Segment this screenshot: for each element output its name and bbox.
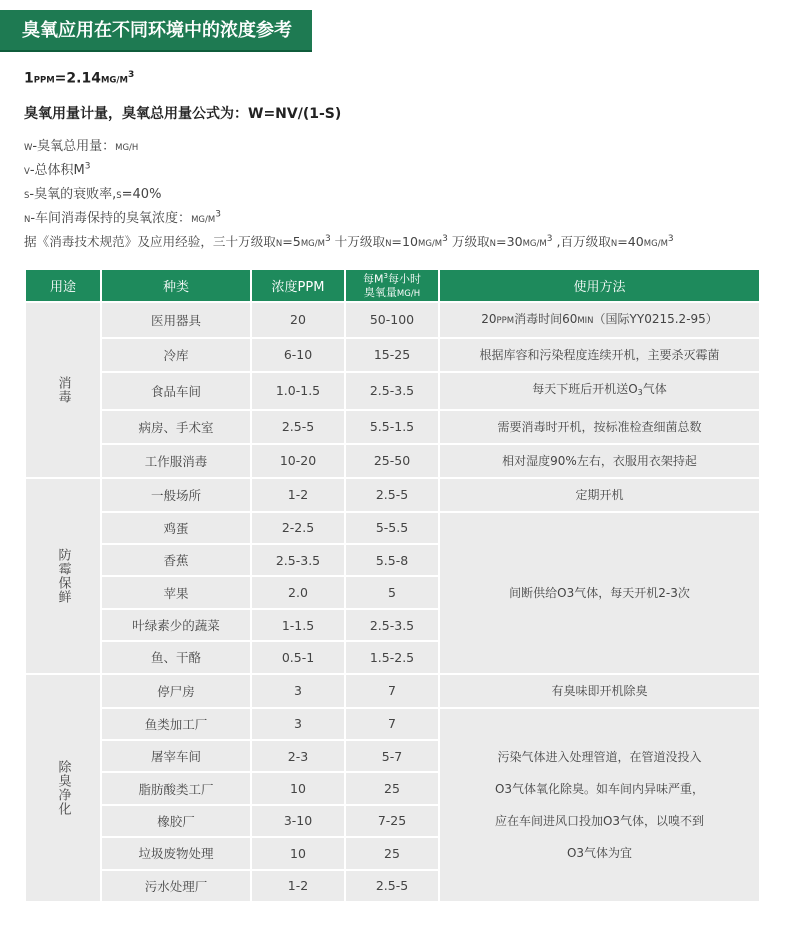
cell-rate: 2.5-5	[346, 479, 438, 511]
cell-type: 污水处理厂	[102, 871, 250, 901]
cell-method: 需要消毒时开机，按标准检查细菌总数	[440, 411, 759, 443]
group-preserve: 防霉保鲜	[26, 479, 100, 673]
cell-rate: 25-50	[346, 445, 438, 477]
table-row	[26, 709, 759, 739]
header-method: 使用方法	[440, 270, 759, 301]
header-type: 种类	[102, 270, 250, 301]
cell-conc: 10-20	[252, 445, 344, 477]
cell-conc: 1-2	[252, 479, 344, 511]
cell-method: 污染气体进入处理管道，在管道没投入 O3气体氧化除臭。如车间内异味严重， 应在车间进风口投加O3气体，以嗅不到 O3气体为宜	[440, 709, 759, 901]
cell-type: 工作服消毒	[102, 445, 250, 477]
formula-line: 臭氧用量计量，臭氧总用量公式为：W=NV/(1-S)	[24, 106, 342, 122]
def-s: S-臭氧的衰败率,S=40%	[24, 187, 162, 202]
spec-line: 据《消毒技术规范》及应用经验，三十万级取$N=5MG/M^3$ 十万级取$N=10MG/M^3$ 万级取$N=30MG/M^3$ ,百万级取$N=40MG/M^3$	[24, 233, 674, 249]
cell-rate: 5-5.5	[346, 513, 438, 543]
header-conc: 浓度PPM	[252, 270, 344, 301]
cell-method: 间断供给O3气体，每天开机2-3次	[440, 513, 759, 673]
cell-conc: 1-2	[252, 871, 344, 901]
table-row	[26, 303, 759, 337]
table-row	[26, 675, 759, 707]
cell-type: 屠宰车间	[102, 741, 250, 771]
page-title-banner	[0, 10, 312, 52]
cell-conc: 1-1.5	[252, 610, 344, 640]
cell-rate: 2.5-5	[346, 871, 438, 901]
cell-conc: 2-3	[252, 741, 344, 771]
header-use: 用途	[26, 270, 100, 301]
concentration-table	[24, 268, 761, 903]
group-disinfect: 消毒	[26, 303, 100, 477]
cell-rate: 7	[346, 675, 438, 707]
cell-rate: 2.5-3.5	[346, 610, 438, 640]
cell-rate: 5.5-1.5	[346, 411, 438, 443]
cell-rate: 25	[346, 838, 438, 868]
cell-type: 叶绿素少的蔬菜	[102, 610, 250, 640]
cell-type: 苹果	[102, 577, 250, 607]
table-row	[26, 479, 759, 511]
cell-rate: 7	[346, 709, 438, 739]
cell-conc: 10	[252, 773, 344, 803]
cell-type: 垃圾废物处理	[102, 838, 250, 868]
cell-conc: 3	[252, 675, 344, 707]
cell-method: 每天下班后开机送$O_3$气体	[440, 373, 759, 409]
cell-conc: 6-10	[252, 339, 344, 371]
cell-rate: 1.5-2.5	[346, 642, 438, 672]
cell-conc: 20	[252, 303, 344, 337]
cell-rate: 25	[346, 773, 438, 803]
cell-conc: 3-10	[252, 806, 344, 836]
def-n: N-车间消毒保持的臭氧浓度：$MG/M^3$	[24, 209, 221, 226]
cell-rate: 2.5-3.5	[346, 373, 438, 409]
cell-type: 食品车间	[102, 373, 250, 409]
cell-type: 脂肪酸类工厂	[102, 773, 250, 803]
cell-type: 鱼类加工厂	[102, 709, 250, 739]
cell-rate: 5	[346, 577, 438, 607]
cell-conc: 2.5-5	[252, 411, 344, 443]
cell-rate: 15-25	[346, 339, 438, 371]
cell-method: 根据库容和污染程度连续开机，主要杀灭霉菌	[440, 339, 759, 371]
cell-conc: 3	[252, 709, 344, 739]
header-rate: 每$M^3$每小时 臭氧量MG/H	[346, 270, 438, 301]
cell-conc: 2.0	[252, 577, 344, 607]
cell-type: 停尸房	[102, 675, 250, 707]
table-row	[26, 339, 759, 371]
cell-conc: 2.5-3.5	[252, 545, 344, 575]
cell-type: 病房、手术室	[102, 411, 250, 443]
def-w: W-臭氧总用量：MG/H	[24, 139, 139, 154]
cell-rate: 5.5-8	[346, 545, 438, 575]
cell-rate: 50-100	[346, 303, 438, 337]
cell-method: 定期开机	[440, 479, 759, 511]
conversion-line: $1PPM=2.14MG/M^3$	[24, 70, 135, 87]
table-header-row	[26, 270, 759, 301]
cell-type: 医用器具	[102, 303, 250, 337]
table-row	[26, 373, 759, 409]
cell-type: 冷库	[102, 339, 250, 371]
page-title: 臭氧应用在不同环境中的浓度参考	[22, 20, 292, 41]
cell-conc: 2-2.5	[252, 513, 344, 543]
cell-method: 相对湿度90%左右，衣服用衣架持起	[440, 445, 759, 477]
cell-type: 一般场所	[102, 479, 250, 511]
cell-type: 鱼、干酪	[102, 642, 250, 672]
cell-conc: 1.0-1.5	[252, 373, 344, 409]
cell-conc: 10	[252, 838, 344, 868]
cell-rate: 5-7	[346, 741, 438, 771]
cell-type: 香蕉	[102, 545, 250, 575]
table-row	[26, 513, 759, 543]
cell-rate: 7-25	[346, 806, 438, 836]
table-row	[26, 445, 759, 477]
cell-conc: 0.5-1	[252, 642, 344, 672]
def-v: V-总体积$M^3$	[24, 161, 91, 178]
cell-type: 橡胶厂	[102, 806, 250, 836]
table-row	[26, 411, 759, 443]
cell-type: 鸡蛋	[102, 513, 250, 543]
cell-method: 有臭味即开机除臭	[440, 675, 759, 707]
cell-method: 20PPM消毒时间60MIN（国际YY0215.2-95）	[440, 303, 759, 337]
group-deodor: 除臭净化	[26, 675, 100, 901]
